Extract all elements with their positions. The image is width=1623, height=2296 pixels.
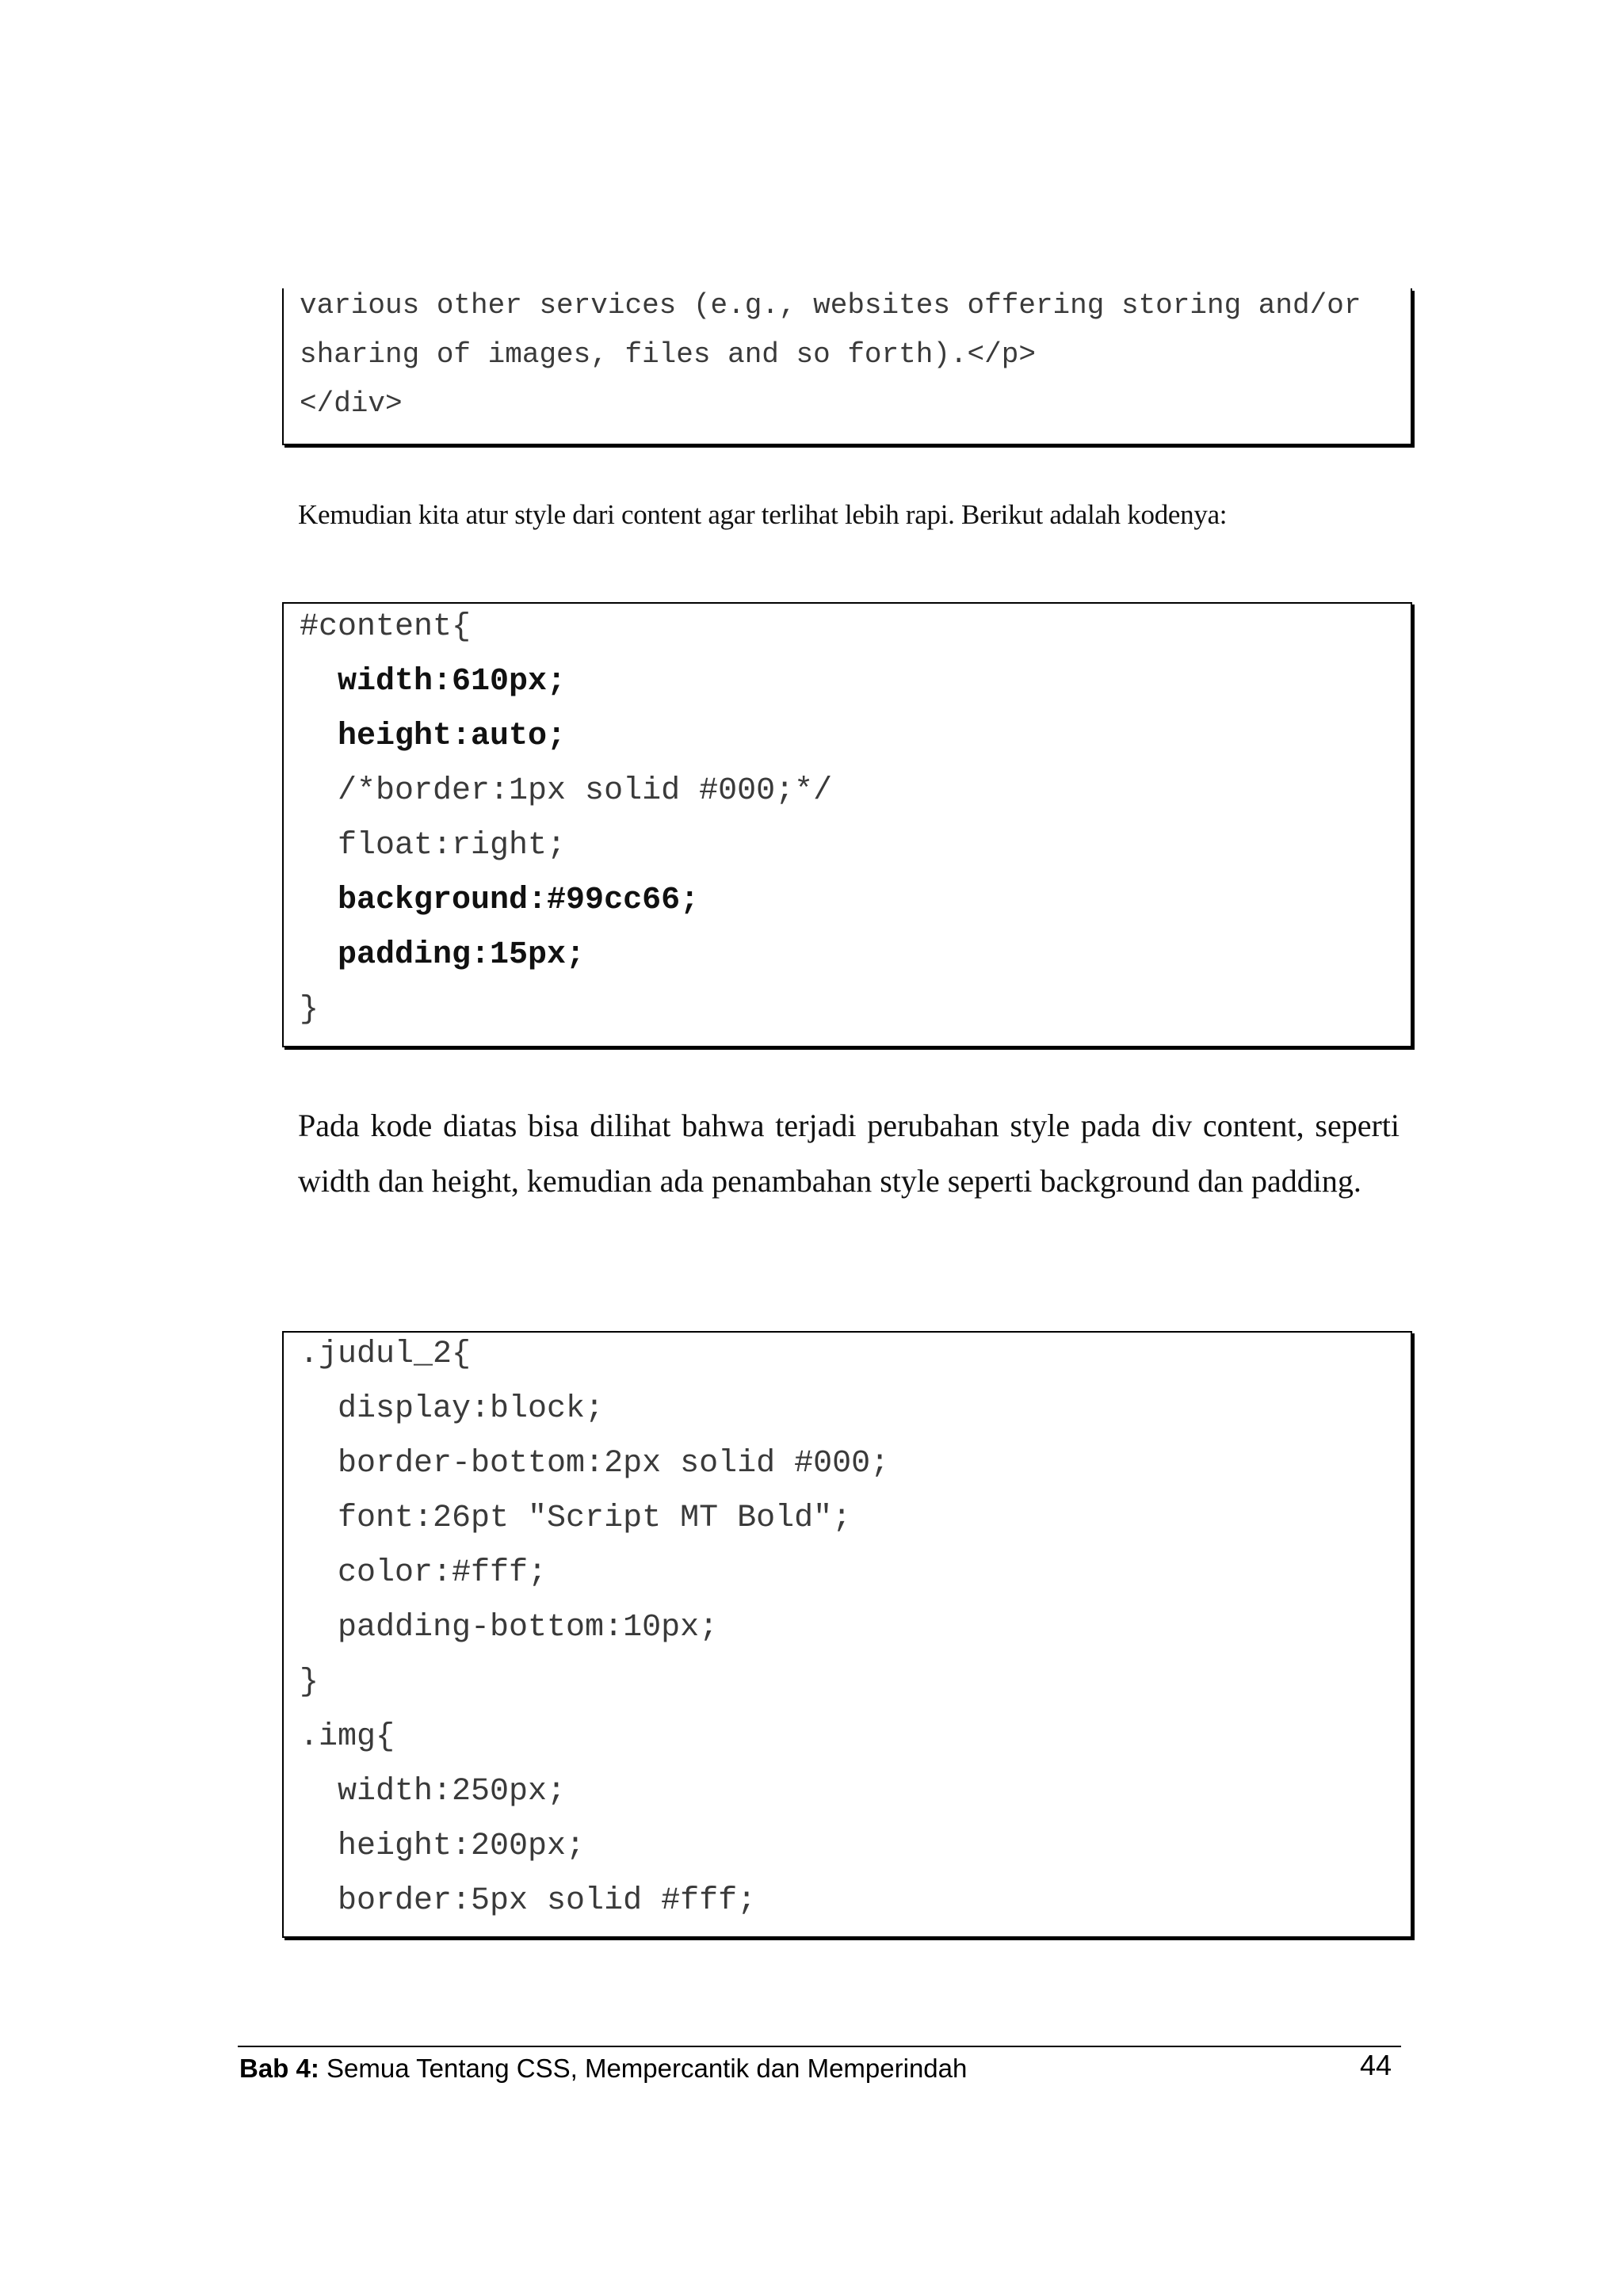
footer-chapter-label: Bab 4:	[239, 2054, 319, 2083]
code-line-highlighted: background:#99cc66;	[300, 883, 700, 918]
explanation-paragraph: Pada kode diatas bisa dilihat bahwa terjadi perubahan style pada div content, seperti width dan height, kemudian ada penambahan style seperti background dan padding.	[298, 1108, 1400, 1199]
code-line: font:26pt "Script MT Bold";	[300, 1501, 852, 1536]
code-line: width:250px;	[300, 1774, 567, 1810]
code-line: }	[300, 1665, 319, 1700]
code-line: color:#fff;	[300, 1555, 548, 1591]
code-line: </div>	[300, 387, 403, 420]
code-line-highlighted: padding:15px;	[300, 937, 586, 973]
code-block-continued	[282, 288, 1412, 445]
code-line: .img{	[300, 1719, 395, 1755]
code-line: }	[300, 992, 319, 1028]
code-line: border-bottom:2px solid #000;	[300, 1446, 890, 1482]
footer-chapter-title: Semua Tentang CSS, Mempercantik dan Memperindah	[319, 2054, 968, 2083]
code-line-highlighted: width:610px;	[300, 664, 567, 700]
code-line: padding-bottom:10px;	[300, 1610, 719, 1646]
code-block-content-style	[282, 602, 1412, 1047]
code-line: display:block;	[300, 1391, 605, 1427]
code-line: /*border:1px solid #000;*/	[300, 773, 833, 809]
intro-paragraph: Kemudian kita atur style dari content agar terlihat lebih rapi. Berikut adalah kodenya:	[298, 499, 1228, 530]
code-line: float:right;	[300, 828, 567, 864]
code-line: border:5px solid #fff;	[300, 1883, 757, 1919]
code-line-highlighted: height:auto;	[300, 719, 567, 754]
code-line: various other services (e.g., websites offering storing and/or	[300, 289, 1361, 322]
code-line: .judul_2{	[300, 1337, 472, 1372]
code-line: sharing of images, files and so forth).</p>	[300, 338, 1036, 371]
page-number: 44	[1360, 2049, 1392, 2081]
code-block-judul-img-style	[282, 1331, 1412, 1938]
footer-chapter	[239, 2054, 967, 2084]
code-line: #content{	[300, 609, 472, 645]
footer-divider	[238, 2046, 1401, 2047]
code-line: height:200px;	[300, 1829, 586, 1864]
